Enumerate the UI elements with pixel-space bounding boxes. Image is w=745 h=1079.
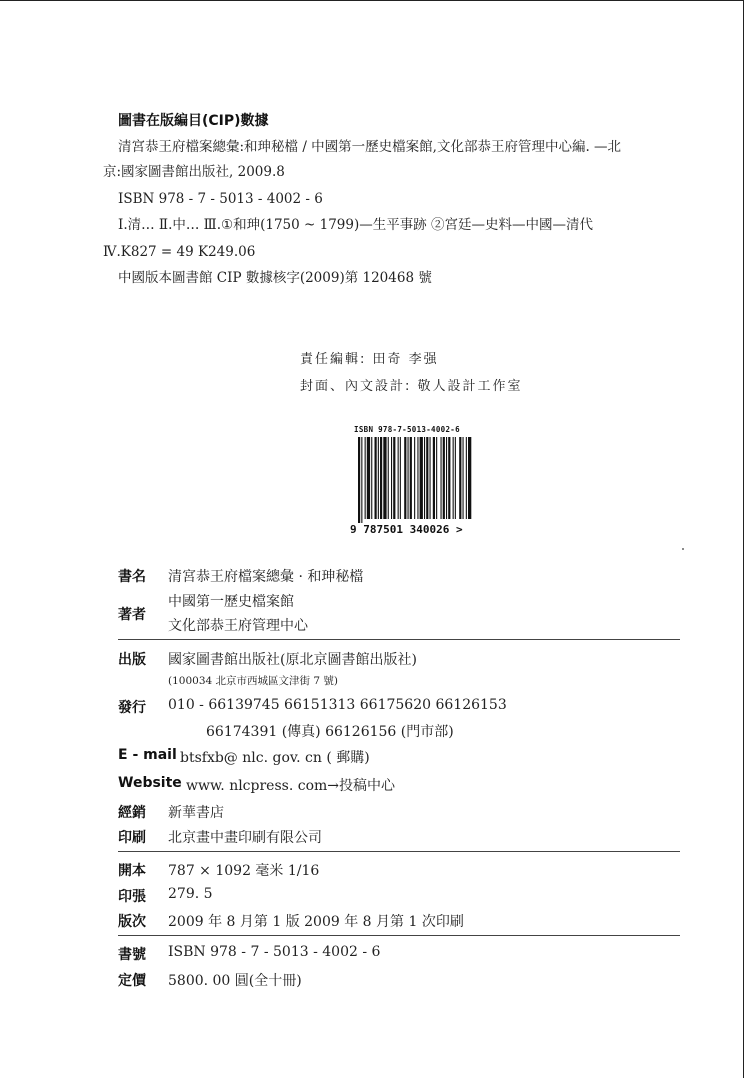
barcode-bar	[455, 437, 456, 519]
author-label: 著者	[118, 607, 146, 623]
publisher-label: 出版	[118, 652, 146, 668]
format-label: 開本	[118, 863, 146, 879]
barcode-bar	[371, 437, 372, 519]
barcode-bar	[459, 437, 461, 519]
editor-credit: 責任編輯: 田奇 李强	[300, 352, 439, 367]
title-label: 書名	[118, 569, 146, 585]
barcode-bar	[436, 437, 437, 519]
distribution-phones: 010 - 66139745 66151313 66175620 66126153	[168, 697, 507, 713]
design-credit: 封面、內文設計: 敬人設計工作室	[300, 379, 523, 394]
barcode-bar	[400, 437, 401, 519]
barcode-bar	[380, 437, 382, 519]
isbn-barcode	[350, 425, 480, 537]
distribution-fax: 66174391 (傳真) 66126156 (門市部)	[206, 724, 454, 740]
barcode-bar	[443, 437, 445, 519]
barcode-bar	[358, 437, 360, 525]
edition-label: 版次	[118, 914, 146, 930]
dealer-label: 經銷	[118, 805, 146, 821]
barcode-bar	[417, 437, 418, 519]
barcode-bar	[365, 437, 366, 519]
cip-line-title: 清宮恭王府檔案總彙:和珅秘檔 / 中國第一歷史檔案館,文化部恭王府管理中心編. —北	[118, 139, 622, 155]
email-value: btsfxb@ nlc. gov. cn ( 郵購)	[180, 750, 370, 766]
barcode-bar	[426, 437, 428, 519]
barcode-bar	[433, 437, 435, 519]
isbn-label: 書號	[118, 947, 146, 963]
barcode-bar	[468, 437, 471, 519]
barcode-bar	[424, 437, 425, 519]
printer-label: 印刷	[118, 830, 146, 846]
barcode-bars	[350, 437, 480, 527]
barcode-bar	[414, 437, 415, 519]
edition-value: 2009 年 8 月第 1 版 2009 年 8 月第 1 次印刷	[168, 914, 464, 930]
distribution-label: 發行	[118, 700, 146, 716]
barcode-bar	[378, 437, 379, 519]
divider	[118, 851, 680, 852]
barcode-bar	[383, 437, 386, 519]
cip-line-isbn: ISBN 978 - 7 - 5013 - 4002 - 6	[118, 191, 323, 207]
barcode-bar	[391, 437, 392, 519]
barcode-bar	[466, 437, 467, 519]
sheets-value: 279. 5	[168, 886, 213, 902]
isbn-value: ISBN 978 - 7 - 5013 - 4002 - 6	[168, 944, 381, 960]
publisher-address: (100034 北京市西城區文津街 7 號)	[168, 675, 338, 687]
cip-line-publisher: 京:國家圖書館出版社, 2009.8	[103, 164, 285, 180]
cip-line-number: 中國版本圖書館 CIP 數據核字(2009)第 120468 號	[118, 270, 432, 286]
publisher-value: 國家圖書館出版社(原北京圖書館出版社)	[168, 652, 417, 668]
barcode-bar	[398, 437, 399, 519]
cip-line-subjects: Ⅰ.清… Ⅱ.中… Ⅲ.①和珅(1750 ~ 1799)—生平事跡 ②宮廷—史料—中國—清代	[118, 217, 594, 233]
barcode-bar	[375, 437, 377, 519]
website-label: Website	[118, 775, 182, 791]
website-value: www. nlcpress. com→投稿中心	[186, 778, 396, 794]
barcode-bar	[453, 437, 454, 519]
sheets-label: 印張	[118, 889, 146, 905]
barcode-bar	[388, 437, 389, 519]
barcode-bar	[361, 437, 362, 525]
barcode-bar	[446, 437, 447, 519]
format-value: 787 × 1092 毫米 1/16	[168, 863, 320, 879]
barcode-isbn-text: ISBN 978-7-5013-4002-6	[354, 425, 460, 434]
barcode-bar	[420, 437, 423, 519]
barcode-bar	[367, 437, 370, 519]
title-value: 清宮恭王府檔案總彙 · 和珅秘檔	[168, 569, 364, 585]
cip-heading: 圖書在版編目(CIP)數據	[118, 113, 269, 129]
barcode-digits: 9 787501 340026 >	[350, 523, 463, 536]
barcode-bar	[448, 437, 450, 519]
price-label: 定價	[118, 973, 146, 989]
barcode-bar	[393, 437, 395, 519]
price-value: 5800. 00 圓(全十冊)	[168, 973, 302, 989]
email-label: E - mail	[118, 747, 177, 763]
barcode-bar	[404, 437, 406, 519]
dealer-value: 新華書店	[168, 805, 224, 821]
barcode-bar	[463, 437, 464, 519]
cip-line-classification: Ⅳ.K827 = 49 K249.06	[103, 244, 256, 260]
divider	[118, 639, 680, 640]
barcode-bar	[410, 437, 412, 519]
barcode-bar	[408, 437, 409, 519]
author-value-2: 文化部恭王府管理中心	[168, 618, 308, 634]
author-value-1: 中國第一歷史檔案館	[168, 594, 294, 610]
divider	[118, 935, 680, 936]
speck	[682, 548, 684, 550]
printer-value: 北京畫中畫印刷有限公司	[168, 830, 322, 846]
barcode-bar	[430, 437, 431, 519]
barcode-bar	[441, 437, 442, 519]
